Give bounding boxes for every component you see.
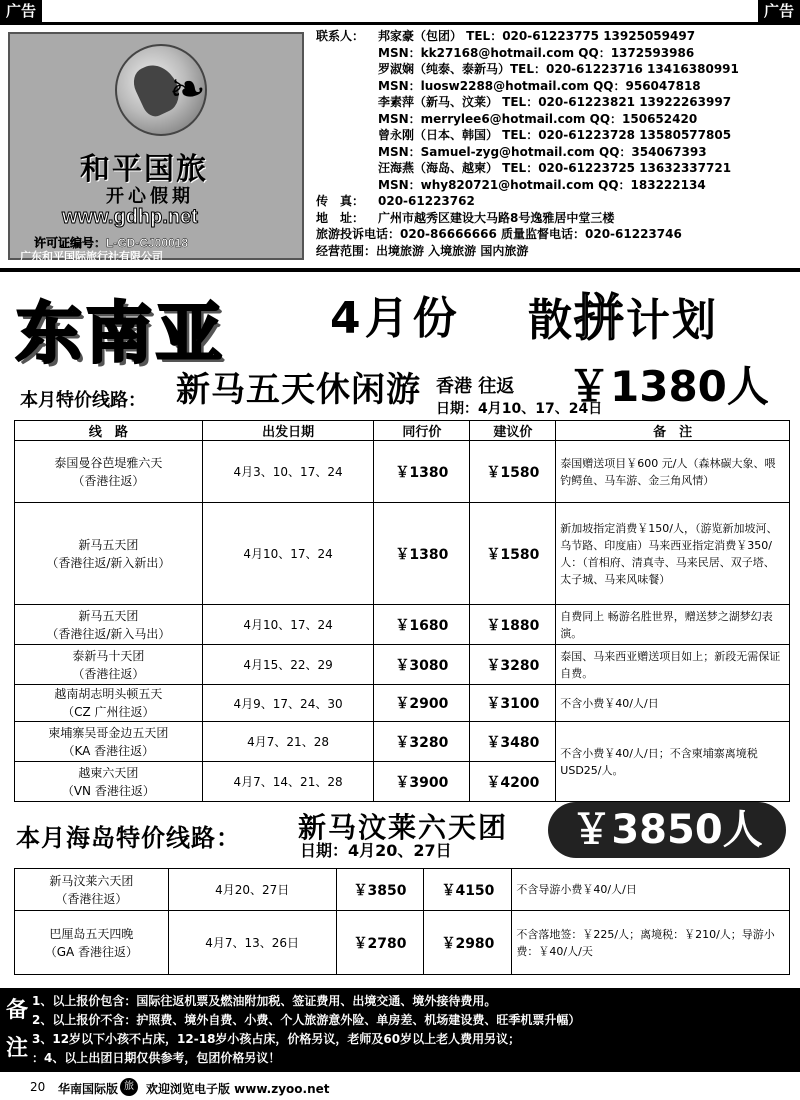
special-price: ￥1380人: [568, 362, 769, 411]
island-table: [14, 868, 790, 975]
remark-cell: 不含落地签：￥225/人；离境税：￥210/人；导游小费：￥40/人/天: [512, 911, 790, 975]
suggest-price: ￥1580: [470, 503, 556, 605]
special-label: 本月特价线路：: [20, 390, 146, 411]
complaint-row: 旅游投诉电话：020-86666666 质量监督电话：020-61223746: [316, 227, 682, 241]
route-cell: 越柬六天团 （VN 香港往返）: [15, 762, 203, 802]
col-peer: 同行价: [374, 421, 470, 441]
route-cell: 新马汶莱六天团 （香港往返）: [15, 869, 169, 911]
table-row: [15, 441, 790, 503]
col-dates: 出发日期: [202, 421, 374, 441]
table-row: [15, 503, 790, 605]
footer-website: 欢迎浏览电子版 www.zyoo.net: [146, 1082, 330, 1096]
route-cell: 巴厘岛五天四晚 （GA 香港往返）: [15, 911, 169, 975]
title-plan: 散拼计划: [528, 289, 718, 347]
travel-badge-icon: 旅: [120, 1078, 138, 1096]
dove-icon: ❧: [169, 64, 206, 115]
suggest-price: ￥4200: [470, 762, 556, 802]
suggest-price: ￥3100: [470, 685, 556, 722]
peer-price: ￥3850: [336, 869, 424, 911]
remark-cell: 不含小费￥40/人/日: [556, 685, 790, 722]
page-footer: [0, 1076, 800, 1100]
logo-slogan: 开心假期: [106, 186, 194, 207]
contact-row: 李素萍（新马、汶莱） TEL：020-61223821 13922263997: [378, 95, 732, 109]
route-cell: 泰国曼谷芭堤雅六天 （香港往返）: [15, 441, 203, 503]
dates-cell: 4月7、14、21、28: [202, 762, 374, 802]
suggest-price: ￥3480: [470, 722, 556, 762]
contact-row: MSN：kk27168@hotmail.com QQ：1372593986: [378, 45, 695, 60]
peer-price: ￥1380: [374, 503, 470, 605]
notes-list: [32, 992, 580, 1068]
globe-icon: [115, 44, 207, 136]
col-suggest: 建议价: [470, 421, 556, 441]
peer-price: ￥1680: [374, 605, 470, 645]
ad-tag-left: 广告: [0, 0, 42, 22]
remark-cell: 不含小费￥40/人/日；不含柬埔寨离境税 USD25/人。: [556, 722, 790, 802]
table-row: [15, 722, 790, 762]
top-divider: [0, 22, 800, 25]
contact-row: MSN：luosw2288@hotmail.com QQ：956047818: [378, 78, 701, 93]
section-divider: [0, 268, 800, 272]
table-row: [15, 869, 790, 911]
route-cell: 越南胡志明头顿五天 （CZ 广州往返）: [15, 685, 203, 722]
dates-cell: 4月15、22、29: [202, 645, 374, 685]
scope-row: 经营范围：出境旅游 入境旅游 国内旅游: [316, 243, 529, 258]
suggest-price: ￥1880: [470, 605, 556, 645]
col-route: 线 路: [15, 421, 203, 441]
special-route: 新马五天休闲游: [176, 370, 421, 410]
table-row: [15, 605, 790, 645]
note-item: 3、12岁以下小孩不占床，12-18岁小孩占床，价格另议，老师及60岁以上老人费用另议；: [32, 1032, 521, 1046]
route-table: [14, 420, 790, 802]
page-number: 20: [30, 1080, 46, 1094]
contact-row: MSN：why820721@hotmail.com QQ：183222134: [378, 177, 706, 192]
dates-cell: 4月10、17、24: [202, 605, 374, 645]
contact-row: 联系人： 邦家豪（包团） TEL：020-61223775 13925059497: [316, 29, 696, 43]
route-cell: 新马五天团 （香港往返/新入新出）: [15, 503, 203, 605]
contact-list: [316, 28, 796, 259]
island-date: 日期：4月20、27日: [300, 841, 452, 860]
suggest-price: ￥3280: [470, 645, 556, 685]
peer-price: ￥1380: [374, 441, 470, 503]
suggest-price: ￥2980: [424, 911, 512, 975]
island-route: 新马汶莱六天团: [298, 811, 509, 844]
magazine-name: 华南国际版: [58, 1082, 119, 1096]
route-cell: 新马五天团 （香港往返/新入马出）: [15, 605, 203, 645]
address-row: 地 址： 广州市越秀区建设大马路8号逸雅居中堂三楼: [316, 210, 615, 225]
table-row: [15, 911, 790, 975]
dates-cell: 4月20、27日: [168, 869, 336, 911]
island-label: 本月海岛特价线路：: [16, 824, 241, 852]
dates-cell: 4月9、17、24、30: [202, 685, 374, 722]
fax-row: 传 真： 020-61223762: [316, 194, 475, 208]
dates-cell: 4月7、13、26日: [168, 911, 336, 975]
note-item: 2、以上报价不含：护照费、境外自费、小费、个人旅游意外险、单房差、机场建设费、旺季机票升幅）: [32, 1013, 581, 1027]
logo-name: 和平国旅: [80, 152, 208, 187]
contact-row: 汪海燕（海岛、越柬） TEL：020-61223725 13632337721: [378, 161, 732, 175]
logo-license: 许可证编号：L-GD-CJ00018: [34, 236, 189, 250]
title-month: 4月份: [330, 293, 461, 344]
route-cell: 柬埔寨吴哥金边五天团 （KA 香港往返）: [15, 722, 203, 762]
peer-price: ￥3900: [374, 762, 470, 802]
logo-company-cn: 广东和平国际旅行社有限公司 Tourism Co.,LTD: [20, 250, 163, 284]
table-row: [15, 685, 790, 722]
remark-cell: 泰国、马来西亚赠送项目如上；新段无需保证自费。: [556, 645, 790, 685]
suggest-price: ￥1580: [470, 441, 556, 503]
contact-row: 曾永刚（日本、韩国） TEL：020-61223728 13580577805: [378, 128, 732, 142]
dates-cell: 4月7、21、28: [202, 722, 374, 762]
special-date: 日期：4月10、17、24日: [436, 401, 603, 417]
note-item: ：4、以上出团日期仅供参考，包团价格另议！: [32, 1051, 281, 1065]
notes-label: 备注: [5, 998, 28, 1061]
logo-company-en: Tourism Co.,LTD: [32, 274, 113, 284]
remark-cell: 新加坡指定消费￥150/人，（游览新加坡河、乌节路、印度庙）马来西亚指定消费￥350/人：（首相府、清真寺、马来民居、双子塔、太子城、马来风味餐）: [556, 503, 790, 605]
table-row: [15, 645, 790, 685]
company-logo: [8, 32, 304, 284]
peer-price: ￥3080: [374, 645, 470, 685]
remark-cell: 不含导游小费￥40/人/日: [512, 869, 790, 911]
peer-price: ￥2780: [336, 911, 424, 975]
suggest-price: ￥4150: [424, 869, 512, 911]
ad-tag-right: 广告: [758, 0, 800, 22]
remark-cell: 泰国赠送项目￥600 元/人（森林碳大象、喂钓鳄鱼、马车游、金三角风情）: [556, 441, 790, 503]
col-remark: 备 注: [556, 421, 790, 441]
dates-cell: 4月3、10、17、24: [202, 441, 374, 503]
title-region: 东南亚: [16, 295, 226, 372]
contact-row: MSN：Samuel-zyg@hotmail.com QQ：354067393: [378, 144, 707, 159]
note-item: 1、以上报价包含：国际往返机票及燃油附加税、签证费用、出境交通、境外接待费用。: [32, 994, 497, 1008]
peer-price: ￥3280: [374, 722, 470, 762]
logo-website: www.gdhp.net: [62, 206, 198, 228]
contact-row: MSN：merrylee6@hotmail.com QQ：150652420: [378, 111, 698, 126]
notes-panel: [0, 988, 800, 1072]
table-header-row: [15, 421, 790, 441]
contact-row: 罗淑娴（纯泰、泰新马）TEL：020-61223716 13416380991: [378, 62, 739, 76]
dates-cell: 4月10、17、24: [202, 503, 374, 605]
peer-price: ￥2900: [374, 685, 470, 722]
route-cell: 泰新马十天团 （香港往返）: [15, 645, 203, 685]
island-price-badge: ￥3850人: [548, 802, 786, 858]
special-hk: 香港 往返: [436, 376, 515, 397]
remark-cell: 自费同上 畅游名胜世界，赠送梦之湖梦幻表演。: [556, 605, 790, 645]
